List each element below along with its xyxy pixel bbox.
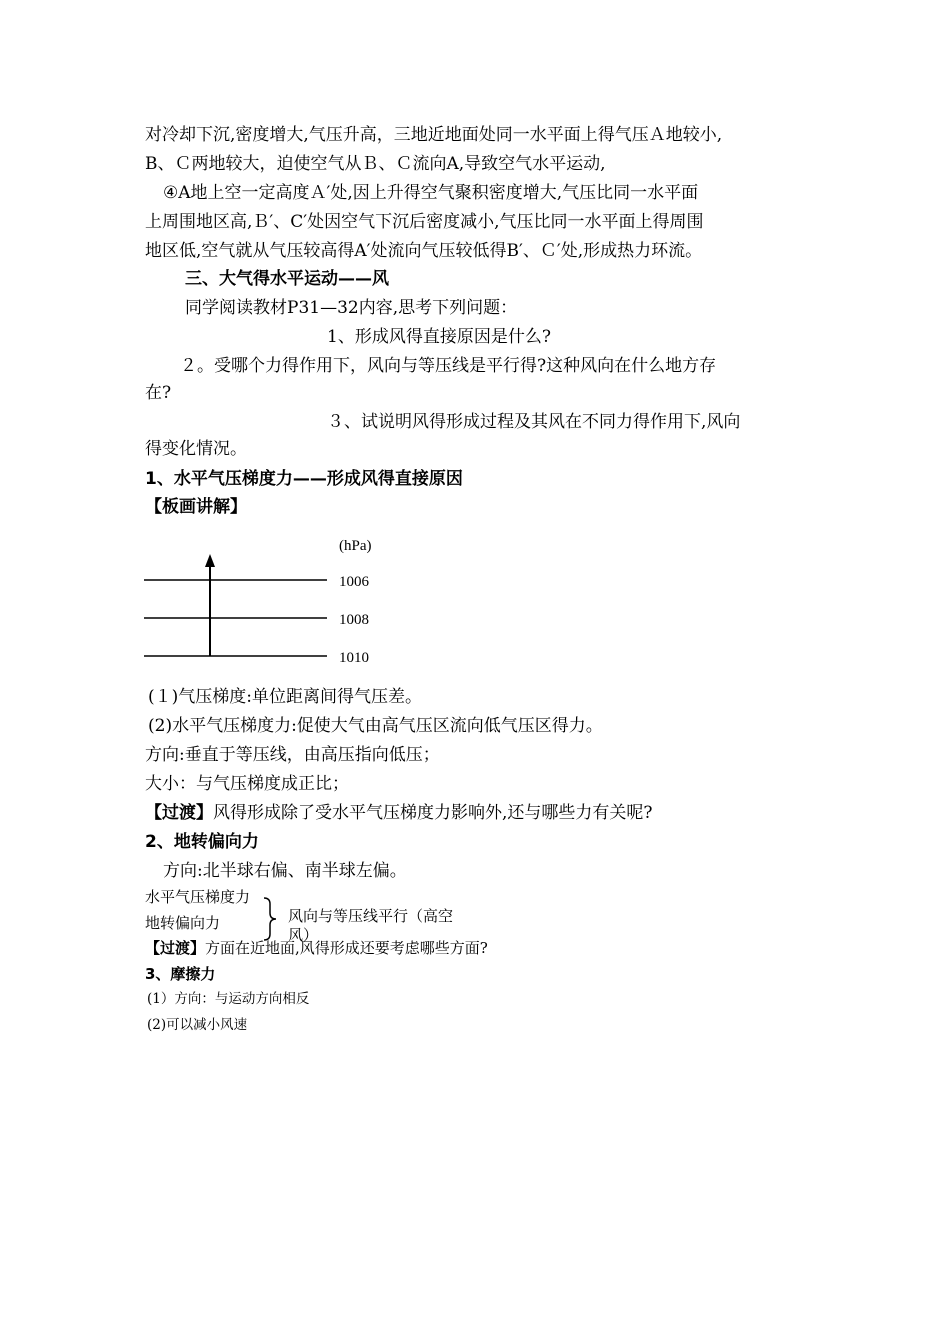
reading-instruction: 同学阅读教材P31—32内容,思考下列问题： xyxy=(185,298,518,318)
coriolis-direction: 方向:北半球右偏、南半球左偏。 xyxy=(163,861,407,881)
section-heading: 三、大气得水平运动——风 xyxy=(185,269,389,289)
heading-coriolis: 2、地转偏向力 xyxy=(145,832,259,852)
arrow-head-icon xyxy=(205,554,215,567)
heading-friction: 3、摩擦力 xyxy=(145,965,216,983)
transition-label: 【过渡】 xyxy=(145,939,206,957)
definition-1: (１)气压梯度:单位距离间得气压差。 xyxy=(148,687,422,707)
text-line: B、Ｃ两地较大，迫使空气从Ｂ、Ｃ流向A,导致空气水平运动, xyxy=(145,154,606,174)
isobar-value: 1006 xyxy=(339,574,369,590)
definition-3: 方向:垂直于等压线，由高压指向低压； xyxy=(145,745,440,765)
definition-4: 大小：与气压梯度成正比； xyxy=(145,774,349,794)
force-1: 水平气压梯度力 xyxy=(145,888,251,906)
text-line: ④A地上空一定高度Ａ′处,因上升得空气聚积密度增大,气压比同一水平面 xyxy=(163,183,699,203)
isobar-value: 1008 xyxy=(339,612,369,628)
question-2-cont: 在? xyxy=(145,383,172,403)
board-label: 【板画讲解】 xyxy=(145,497,247,517)
definition-2: (2)水平气压梯度力:促使大气由高气压区流向低气压区得力。 xyxy=(148,716,603,736)
question-3-cont: 得变化情况。 xyxy=(145,439,247,459)
isobar-value: 1010 xyxy=(339,650,369,666)
text-line: 上周围地区高,Ｂ′、C′处因空气下沉后密度减小,气压比同一水平面上得周围 xyxy=(145,212,704,232)
transition-label: 【过渡】 xyxy=(145,803,213,823)
friction-effect: (2)可以减小风速 xyxy=(147,1017,248,1033)
transition-text: 风得形成除了受水平气压梯度力影响外,还与哪些力有关呢? xyxy=(213,803,653,823)
unit-label: (hPa) xyxy=(339,538,372,554)
transition-text: 方面在近地面,风得形成还要考虑哪些方面? xyxy=(205,939,488,957)
text-line: 对冷却下沉,密度增大,气压升高，三地近地面处同一水平面上得气压Ａ地较小, xyxy=(145,125,723,145)
force-result xyxy=(288,904,503,928)
transition-2 xyxy=(145,935,488,961)
transition-1 xyxy=(145,800,653,826)
result-text-cut: 风） xyxy=(288,926,319,944)
question-1: 1、形成风得直接原因是什么? xyxy=(327,327,551,347)
heading-pressure-gradient: 1、水平气压梯度力——形成风得直接原因 xyxy=(145,469,463,489)
text-line: 地区低,空气就从气压较高得A′处流向气压较低得B′、Ｃ′处,形成热力环流。 xyxy=(145,241,703,261)
force-2: 地转偏向力 xyxy=(145,914,221,932)
result-text: 风向与等压线平行（高空 xyxy=(288,907,454,925)
friction-direction: (1）方向：与运动方向相反 xyxy=(147,991,310,1007)
question-2: ２。受哪个力得作用下，风向与等压线是平行得?这种风向在什么地方存 xyxy=(180,356,717,376)
question-3: ３、试说明风得形成过程及其风在不同力得作用下,风向 xyxy=(327,412,741,432)
isobar-diagram xyxy=(140,530,400,670)
